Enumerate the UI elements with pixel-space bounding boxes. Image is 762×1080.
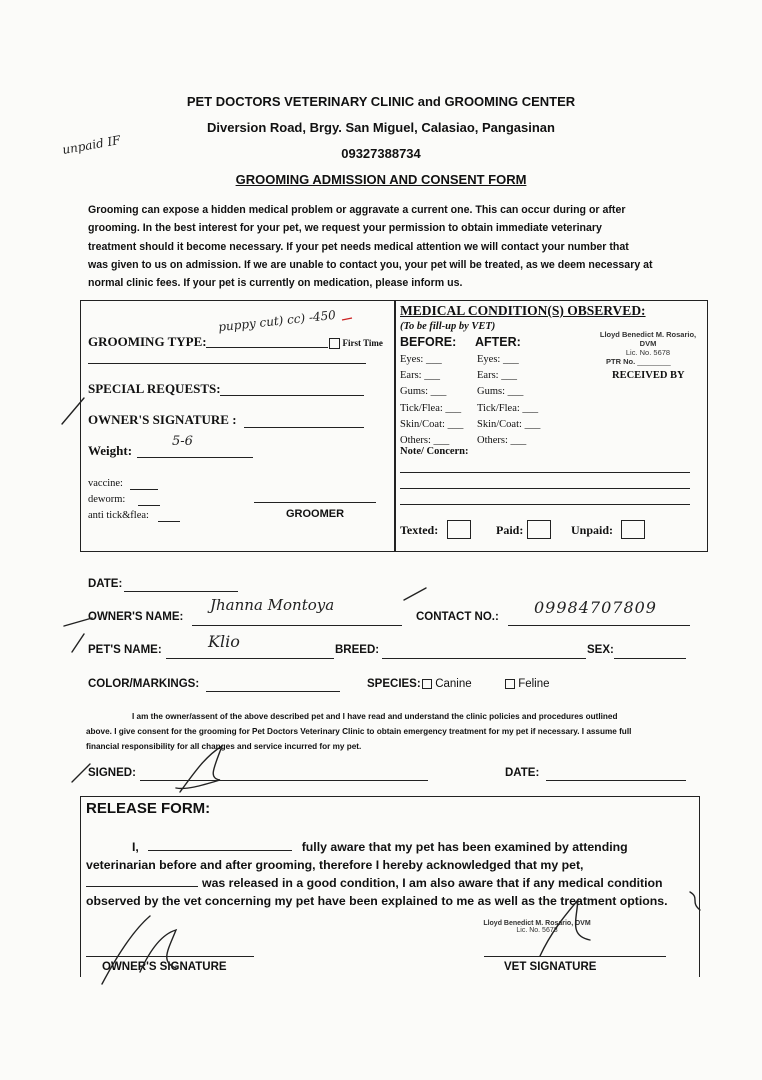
special-requests-label: SPECIAL REQUESTS:	[88, 381, 221, 396]
signature-mark	[540, 900, 590, 956]
consent-line: I am the owner/assent of the above described pet and I have read and understand the clinic policies and procedures outlined	[132, 712, 618, 721]
signed-label: SIGNED:	[88, 767, 136, 779]
vaccine-label: vaccine:	[88, 478, 123, 489]
release-line: observed by the vet concerning my pet have been explained to me as well as the treatment options.	[86, 894, 668, 908]
medical-title: MEDICAL CONDITION(S) OBSERVED:	[400, 303, 646, 318]
check-row[interactable]: Ears: ___	[477, 370, 517, 382]
check-row[interactable]: Skin/Coat: ___	[477, 418, 541, 430]
release-line: veterinarian before and after grooming, therefore I hereby acknowledged that my pet,	[86, 858, 584, 872]
after-label: AFTER:	[475, 335, 521, 349]
intro-line: treatment should it become necessary. If your pet needs medical attention we will contact your number that	[88, 240, 629, 253]
strike-mark	[690, 892, 700, 910]
first-time-label: First Time	[342, 338, 383, 348]
signed-date-label: DATE:	[505, 767, 540, 779]
stamp-name: Lloyd Benedict M. Rosario, DVM	[599, 330, 697, 348]
groomer-label: GROOMER	[286, 508, 345, 520]
intro-line: was given to us on admission. If we are unable to contact you, your pet will be treated, as we deem necessary at	[88, 258, 653, 271]
antitick-label: anti tick&flea:	[88, 510, 149, 521]
medical-subtitle: (To be fill-up by VET)	[400, 321, 496, 332]
clinic-phone: 09327388734	[341, 146, 421, 161]
tick-mark	[64, 618, 92, 626]
weight-label: Weight:	[88, 443, 133, 458]
grooming-type-value: puppy cut) cc) -450	[217, 307, 337, 335]
signature-mark	[102, 916, 176, 984]
owner-sig-label: OWNER'S SIGNATURE	[102, 961, 227, 973]
form-title: GROOMING ADMISSION AND CONSENT FORM	[235, 172, 527, 187]
intro-line: grooming. In the best interest for your pet, we request your permission to obtain immediate veterinary	[88, 222, 602, 235]
tick-mark	[62, 398, 84, 424]
owner-name-value: Jhanna Montoya	[210, 596, 335, 614]
sex-label: SEX:	[587, 644, 614, 656]
pet-name-value: Klio	[208, 632, 240, 651]
release-title: RELEASE FORM:	[86, 800, 211, 817]
check-row[interactable]: Eyes: ___	[400, 354, 442, 365]
tick-mark	[72, 764, 90, 782]
grooming-type-label: GROOMING TYPE:	[88, 334, 207, 349]
red-dash-mark	[342, 318, 352, 320]
check-row[interactable]: Ears: ___	[400, 370, 440, 382]
check-row[interactable]: Eyes: ___	[477, 354, 519, 365]
before-label: BEFORE:	[400, 335, 457, 349]
release-line: was released in a good condition, I am also aware that if any medical condition	[202, 876, 663, 890]
tick-mark	[404, 588, 426, 600]
consent-line: above. I give consent for the grooming for Pet Doctors Veterinary Clinic to obtain emergency treatment for my pet if necessary. I assume full	[86, 727, 632, 736]
clinic-name: PET DOCTORS VETERINARY CLINIC and GROOMING CENTER	[186, 94, 576, 109]
weight-value: 5-6	[172, 434, 193, 449]
clinic-address: Diversion Road, Brgy. San Miguel, Calasiao, Pangasinan	[207, 120, 555, 135]
deworm-label: deworm:	[88, 494, 126, 505]
vet-sig-label: VET SIGNATURE	[504, 961, 597, 973]
margin-note: unpaid IF	[61, 133, 122, 157]
canine-label: Canine	[435, 678, 472, 690]
intro-line: normal clinic fees. If your pet is currently on medication, please inform us.	[88, 277, 463, 290]
check-row[interactable]: Gums: ___	[400, 386, 447, 398]
vet-stamp: Lloyd Benedict M. Rosario, DVM Lic. No. 5678 PTR No. ________	[596, 330, 700, 366]
contact-value: 09984707809	[534, 598, 657, 617]
texted-label: Texted:	[400, 523, 439, 537]
intro-line: Grooming can expose a hidden medical problem or aggravate a current one. This can occur during or after	[88, 204, 626, 216]
owner-signature-label: OWNER'S SIGNATURE :	[88, 412, 237, 427]
unpaid-label: Unpaid:	[571, 523, 614, 537]
note-label: Note/ Concern:	[400, 446, 469, 457]
contact-label: CONTACT NO.:	[416, 611, 499, 623]
check-row[interactable]: Tick/Flea: ___	[477, 402, 539, 414]
release-i: I,	[132, 840, 139, 854]
check-row[interactable]: Others: ___	[477, 435, 527, 447]
paid-label: Paid:	[496, 523, 524, 537]
release-line: fully aware that my pet has been examined by attending	[301, 840, 628, 854]
pet-name-label: PET'S NAME:	[88, 644, 162, 656]
stamp-lic: Lic. No. 5678	[625, 348, 671, 357]
consent-line: financial responsibility for all changes and service incurred for my pet.	[86, 742, 362, 751]
check-row[interactable]: Tick/Flea: ___	[400, 402, 462, 414]
breed-label: BREED:	[335, 644, 380, 656]
color-label: COLOR/MARKINGS:	[88, 678, 200, 690]
species-label: SPECIES:	[367, 678, 421, 690]
release-vet-stamp: Lloyd Benedict M. Rosario, DVM Lic. No. 5678	[483, 920, 591, 934]
feline-label: Feline	[518, 678, 550, 690]
check-row[interactable]: Others: ___	[400, 435, 450, 447]
signature-mark	[176, 746, 222, 792]
stamp-ptr: PTR No.	[606, 357, 636, 366]
tick-mark	[72, 634, 84, 652]
check-row[interactable]: Gums: ___	[477, 386, 524, 398]
owner-name-label: OWNER'S NAME:	[88, 611, 184, 623]
date-label: DATE:	[88, 578, 123, 590]
received-by-label: RECEIVED BY	[612, 370, 685, 381]
check-row[interactable]: Skin/Coat: ___	[400, 418, 464, 430]
